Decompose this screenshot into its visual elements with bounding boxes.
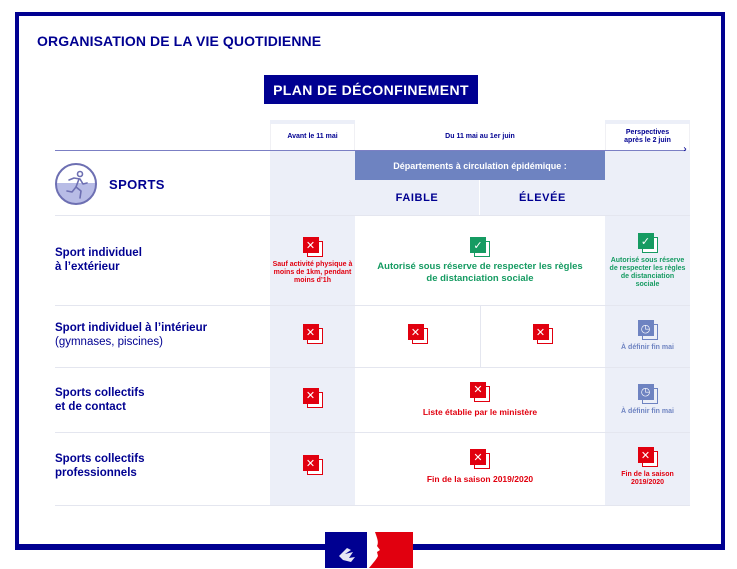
row-label-line1: Sports collectifs (55, 453, 145, 465)
row-label-indoor-individual (55, 321, 207, 349)
department-circulation-header: Départements à circulation épidémique : (355, 151, 605, 180)
flag-blue-panel (325, 532, 367, 568)
row-divider (55, 505, 690, 506)
cell-note: Autorisé sous réserve de respecter les règles de distanciation sociale (609, 257, 686, 288)
cell-after (605, 220, 690, 302)
row-label-line1: Sport individuel à l’intérieur (55, 322, 208, 334)
footer-rule (413, 544, 725, 548)
cell-note: À définir fin mai (621, 344, 674, 351)
arrow-right-icon: › (683, 144, 687, 155)
cell-during-high (480, 305, 605, 367)
cell-after (605, 432, 690, 502)
section-header (55, 163, 165, 205)
cross-icon: ✕ (408, 324, 428, 344)
cell-before (270, 305, 355, 367)
column-header-during: Du 11 mai au 1er juin (355, 124, 605, 150)
cross-icon: ✕ (470, 449, 490, 469)
cross-icon: ✕ (303, 455, 323, 475)
level-high-header: ÉLEVÉE (480, 180, 605, 215)
cross-icon: ✕ (470, 382, 490, 402)
row-label-line2: à l’extérieur (55, 261, 120, 273)
row-label-line1: Sports collectifs (55, 387, 145, 399)
cell-during (355, 220, 605, 302)
cell-during (355, 367, 605, 432)
row-divider (55, 215, 690, 216)
cell-after (605, 367, 690, 432)
column-header-before: Avant le 11 mai (270, 124, 355, 150)
runner-icon (55, 163, 97, 205)
check-icon: ✓ (638, 233, 658, 253)
cell-note: Liste établie par le ministère (422, 406, 538, 417)
cross-icon: ✕ (638, 447, 658, 467)
footer-rule (15, 544, 325, 548)
plan-title: PLAN DE DÉCONFINEMENT (264, 75, 478, 104)
cell-before (270, 220, 355, 302)
cell-during (355, 432, 605, 502)
document-title: ORGANISATION DE LA VIE QUOTIDIENNE (37, 33, 322, 49)
cell-note: Sauf activité physique à moins de 1km, pendant moins d’1h (272, 261, 353, 284)
cross-icon: ✕ (533, 324, 553, 344)
clock-icon: ◷ (638, 384, 658, 404)
cross-icon: ✕ (303, 324, 323, 344)
cell-after (605, 305, 690, 367)
cross-icon: ✕ (303, 388, 323, 408)
cell-note: Autorisé sous réserve de respecter les règles de distanciation sociale (377, 261, 583, 284)
row-label-line1: Sport individuel (55, 247, 142, 259)
cell-during-low (355, 305, 480, 367)
flag-red-panel (367, 532, 413, 568)
level-low-header: FAIBLE (355, 180, 480, 215)
marianne-logo (325, 532, 413, 568)
check-icon: ✓ (470, 237, 490, 257)
row-label-outdoor-individual (55, 246, 142, 274)
cell-note: Fin de la saison 2019/2020 (426, 474, 534, 484)
row-label-line2: et de contact (55, 401, 126, 413)
cross-icon: ✕ (303, 237, 323, 257)
row-label-team-contact (55, 386, 144, 414)
row-label-line2: (gymnases, piscines) (55, 336, 164, 348)
row-label-line2: professionnels (55, 467, 137, 479)
cell-note: À définir fin mai (621, 407, 674, 415)
cell-note: Fin de la saison 2019/2020 (621, 471, 674, 486)
column-header-after: Perspectives après le 2 juin (605, 124, 690, 150)
cell-before (270, 432, 355, 502)
cell-before (270, 367, 355, 432)
clock-icon: ◷ (638, 320, 658, 340)
row-label-team-professional (55, 452, 144, 480)
section-label: SPORTS (109, 176, 165, 192)
